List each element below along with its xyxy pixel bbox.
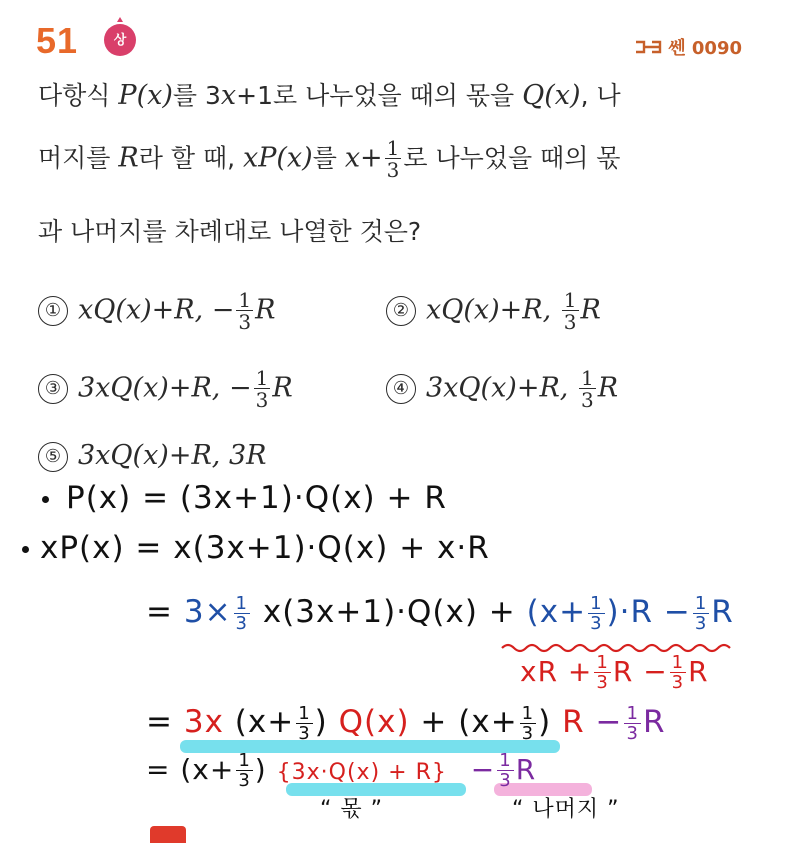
- choice-1[interactable]: [38, 290, 275, 332]
- fraction: $\frac{1}{3}$: [298, 702, 311, 744]
- fraction: $\frac{1}{3}$: [563, 288, 577, 334]
- fraction: $\frac{1}{3}$: [255, 366, 269, 412]
- text: 머지를: [38, 143, 119, 173]
- hw-line-4: [520, 654, 709, 692]
- hw-term: ): [254, 753, 267, 786]
- link-arrows-icon: [634, 39, 662, 55]
- hw-term: −: [470, 753, 496, 786]
- bullet-dot: [42, 496, 49, 503]
- math-r: R: [118, 142, 139, 174]
- fraction: $\frac{1}{3}$: [238, 288, 252, 334]
- fraction: $\frac{1}{3}$: [235, 592, 248, 634]
- hw-term: R: [642, 704, 666, 740]
- hw-term: ): [538, 704, 552, 740]
- text: 다항식: [38, 81, 119, 110]
- fraction: $\frac{1}{3}$: [671, 652, 685, 693]
- choice-text: 3xQ(x)+R, 3R: [78, 440, 267, 471]
- hw-line-2: xP(x) = x(3x+1)·Q(x) + x·R: [40, 530, 490, 566]
- hw-term: 3×: [183, 594, 232, 630]
- choice-text: xQ(x)+R, −: [78, 294, 235, 326]
- fraction: $\frac{1}{3}$: [590, 592, 603, 634]
- problem-line-1: [38, 76, 621, 112]
- label-quotient: “ 몫 ”: [320, 797, 384, 822]
- choice-tail: R: [597, 372, 619, 404]
- plus: +: [360, 142, 383, 174]
- equals: =: [146, 753, 171, 786]
- text: 로 나누었을 때의 몫: [403, 143, 621, 173]
- text: +1로 나누었을 때의 몫을: [236, 81, 523, 110]
- math-px: P(x): [118, 80, 173, 111]
- fraction: $\frac{1}{3}$: [521, 702, 535, 744]
- text: 를 3: [172, 81, 221, 110]
- hw-line-1: P(x) = (3x+1)·Q(x) + R: [66, 480, 447, 516]
- fraction: $\frac{1}{3}$: [580, 366, 594, 412]
- label-remainder: “ 나머지 ”: [512, 797, 620, 822]
- hw-term: {3x·Q(x) + R}: [276, 760, 447, 785]
- choice-tail: R: [272, 372, 293, 404]
- hw-term: (x+: [180, 753, 235, 786]
- choice-text: 3xQ(x)+R, −: [78, 372, 252, 404]
- question-number: 51: [36, 20, 79, 61]
- choice-text: 3xQ(x)+R,: [426, 372, 577, 404]
- hw-term: + (x+: [420, 704, 518, 740]
- hw-line-6: [146, 752, 536, 790]
- hw-term: (x+: [234, 704, 295, 740]
- choice-number: ⑤: [38, 442, 68, 472]
- hw-line-3: [146, 594, 734, 633]
- fraction: $\frac{1}{3}$: [499, 750, 512, 791]
- hw-term: Q(x): [338, 704, 410, 740]
- cropped-red-mark: [150, 826, 186, 843]
- source-text: 쎈 0090: [668, 38, 742, 59]
- choice-2[interactable]: [386, 290, 601, 332]
- text: 를: [312, 143, 345, 173]
- text: 라 할 때,: [138, 143, 243, 173]
- choice-number: ③: [38, 374, 68, 404]
- hw-term: ): [314, 704, 328, 740]
- choice-number: ④: [386, 374, 416, 404]
- hw-term: )·R −: [606, 594, 691, 630]
- problem-line-2: [38, 138, 620, 180]
- source-reference: [634, 34, 742, 60]
- bullet-dot: [22, 546, 29, 553]
- problem-line-3: [38, 212, 421, 248]
- difficulty-badge: [103, 16, 137, 58]
- fraction: $\frac{1}{3}$: [238, 750, 251, 791]
- choice-5[interactable]: [38, 440, 266, 472]
- choice-3[interactable]: [38, 368, 293, 410]
- choice-number: ②: [386, 296, 416, 326]
- math-x: x: [344, 142, 361, 174]
- choice-tail: R: [255, 294, 276, 326]
- math-qx: Q(x): [522, 80, 581, 111]
- fraction: $\frac{1}{3}$: [694, 592, 708, 634]
- hw-term: 3x: [183, 704, 224, 740]
- hw-term: R: [711, 594, 734, 630]
- text: 과 나머지를 차례대로 나열한 것은?: [38, 217, 422, 246]
- difficulty-label: 상: [113, 33, 127, 48]
- math-x: x: [220, 80, 237, 111]
- text: , 나: [580, 81, 621, 110]
- choice-tail: R: [580, 294, 601, 326]
- hw-term: (x+: [526, 594, 587, 630]
- math-xpx: xP(x): [243, 142, 313, 174]
- hw-term: R: [688, 655, 709, 688]
- hw-term: R −: [612, 655, 668, 688]
- fraction: $\frac{1}{3}$: [386, 136, 400, 182]
- hw-term: −: [595, 704, 623, 740]
- choice-number: ①: [38, 296, 68, 326]
- hw-term: R: [515, 753, 537, 786]
- choice-4[interactable]: [386, 368, 618, 410]
- fraction: $\frac{1}{3}$: [626, 702, 639, 744]
- hw-term: xR +: [520, 655, 593, 688]
- hw-term: R: [562, 704, 585, 740]
- equals: =: [146, 704, 173, 740]
- fraction: $\frac{1}{3}$: [596, 652, 609, 693]
- equals: =: [146, 594, 173, 630]
- hw-line-5: [146, 704, 665, 743]
- hw-term: x(3x+1)·Q(x) +: [262, 594, 516, 630]
- choice-text: xQ(x)+R,: [426, 294, 560, 326]
